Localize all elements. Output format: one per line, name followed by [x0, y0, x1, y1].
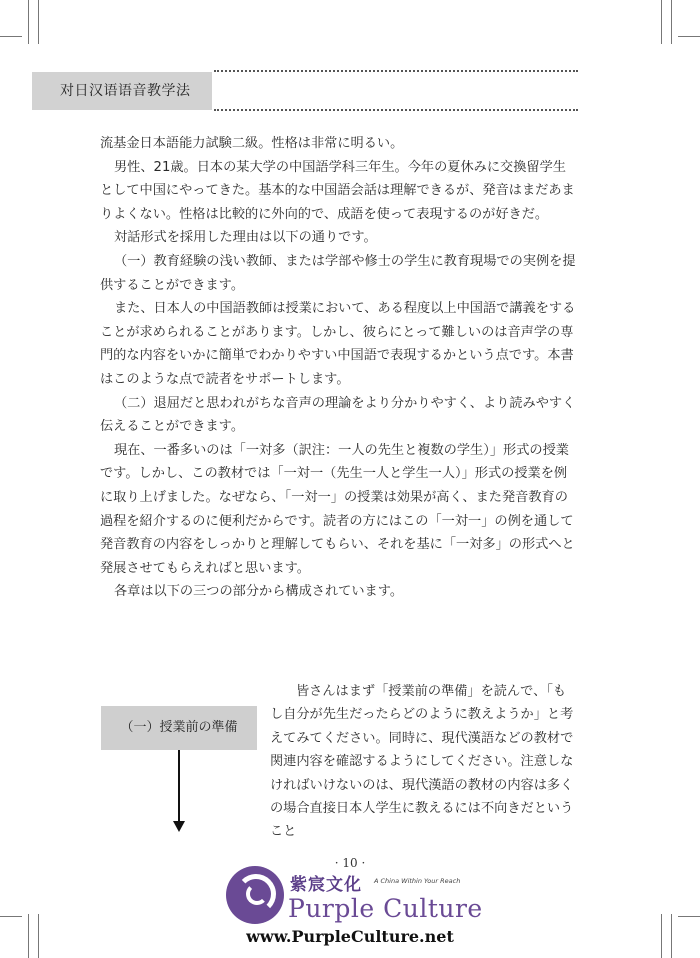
crop-mark	[28, 0, 29, 44]
crop-mark	[0, 36, 22, 37]
header-rule-bottom	[214, 109, 578, 111]
section-box-preparation: （一）授業前の準備	[101, 706, 257, 750]
arrow-down-icon	[173, 821, 185, 832]
paragraph: 対話形式を採用した理由は以下の通りです。	[114, 230, 377, 246]
flow-arrow-line	[178, 750, 180, 823]
paragraph: 男性、21歳。日本の某大学の中国語学科三年生。今年の夏休みに交換留学生として中国にやってきた。基本的な中国語会話は理解できるが、発音はまだあまりよくない。性格は比較的に外向的で、成語を使って表現するのが好きだ。	[100, 159, 575, 222]
paragraph: （二）退屈だと思われがちな音声の理論をより分かりやすく、より読みやすく伝えることができます。	[100, 395, 576, 435]
brand-name-chinese: 紫宸文化	[290, 875, 362, 895]
running-header-title: 对日汉语语音教学法	[60, 83, 191, 99]
crop-mark	[671, 0, 672, 44]
crop-mark	[0, 916, 22, 917]
crop-mark	[678, 916, 700, 917]
paragraph: （一）教育経験の浅い教師、または学部や修士の学生に教育現場での実例を提供することができます。	[100, 253, 576, 293]
paragraph: また、日本人の中国語教師は授業において、ある程度以上中国語で講義をすることが求められることがあります。しかし、彼らにとって難しいのは音声学の専門的な内容をいかに簡単でわかりやすい中国語で表現するかという点です。本書はこのような点で読者をサポートします。	[100, 301, 576, 387]
crop-mark	[678, 36, 700, 37]
crop-mark	[661, 0, 662, 44]
crop-mark	[38, 0, 39, 44]
paragraph: 流基金日本語能力試験二級。性格は非常に明るい。	[100, 136, 404, 151]
brand-tagline: A China Within Your Reach	[374, 877, 461, 885]
section-description: 皆さんはまず「授業前の準備」を読んで、「もし自分が先生だったらどのように教えようか」と考えてみてください。同時に、現代漢語などの教材で関連内容を確認するようにしてください。注意しなければいけないのは、現代漢語の教材の内容は多くの場合直接日本人学生に教えるには不向きだということ	[270, 684, 574, 840]
body-text	[100, 132, 578, 604]
brand-name-english: Purple Culture	[288, 894, 483, 923]
brand-url: www.PurpleCulture.net	[246, 927, 454, 946]
purple-culture-logo-icon	[226, 866, 284, 924]
paragraph: 現在、一番多いのは「一対多（訳注：一人の先生と複数の学生）」形式の授業です。しかし、この教材では「一対一（先生一人と学生一人）」形式の授業を例に取り上げました。なぜなら、「一対一」の授業は効果が高く、また発音教育の過程を紹介するのに便利だからです。読者の方にはこの「一対一」の例を通して発音教育の内容をしっかりと理解してもらい、それを基に「一対多」の形式へと発展させてもらえればと思います。	[100, 442, 575, 576]
paragraph: 各章は以下の三つの部分から構成されています。	[114, 584, 404, 600]
page-number: · 10 ·	[334, 856, 366, 870]
header-rule-top	[214, 70, 578, 72]
